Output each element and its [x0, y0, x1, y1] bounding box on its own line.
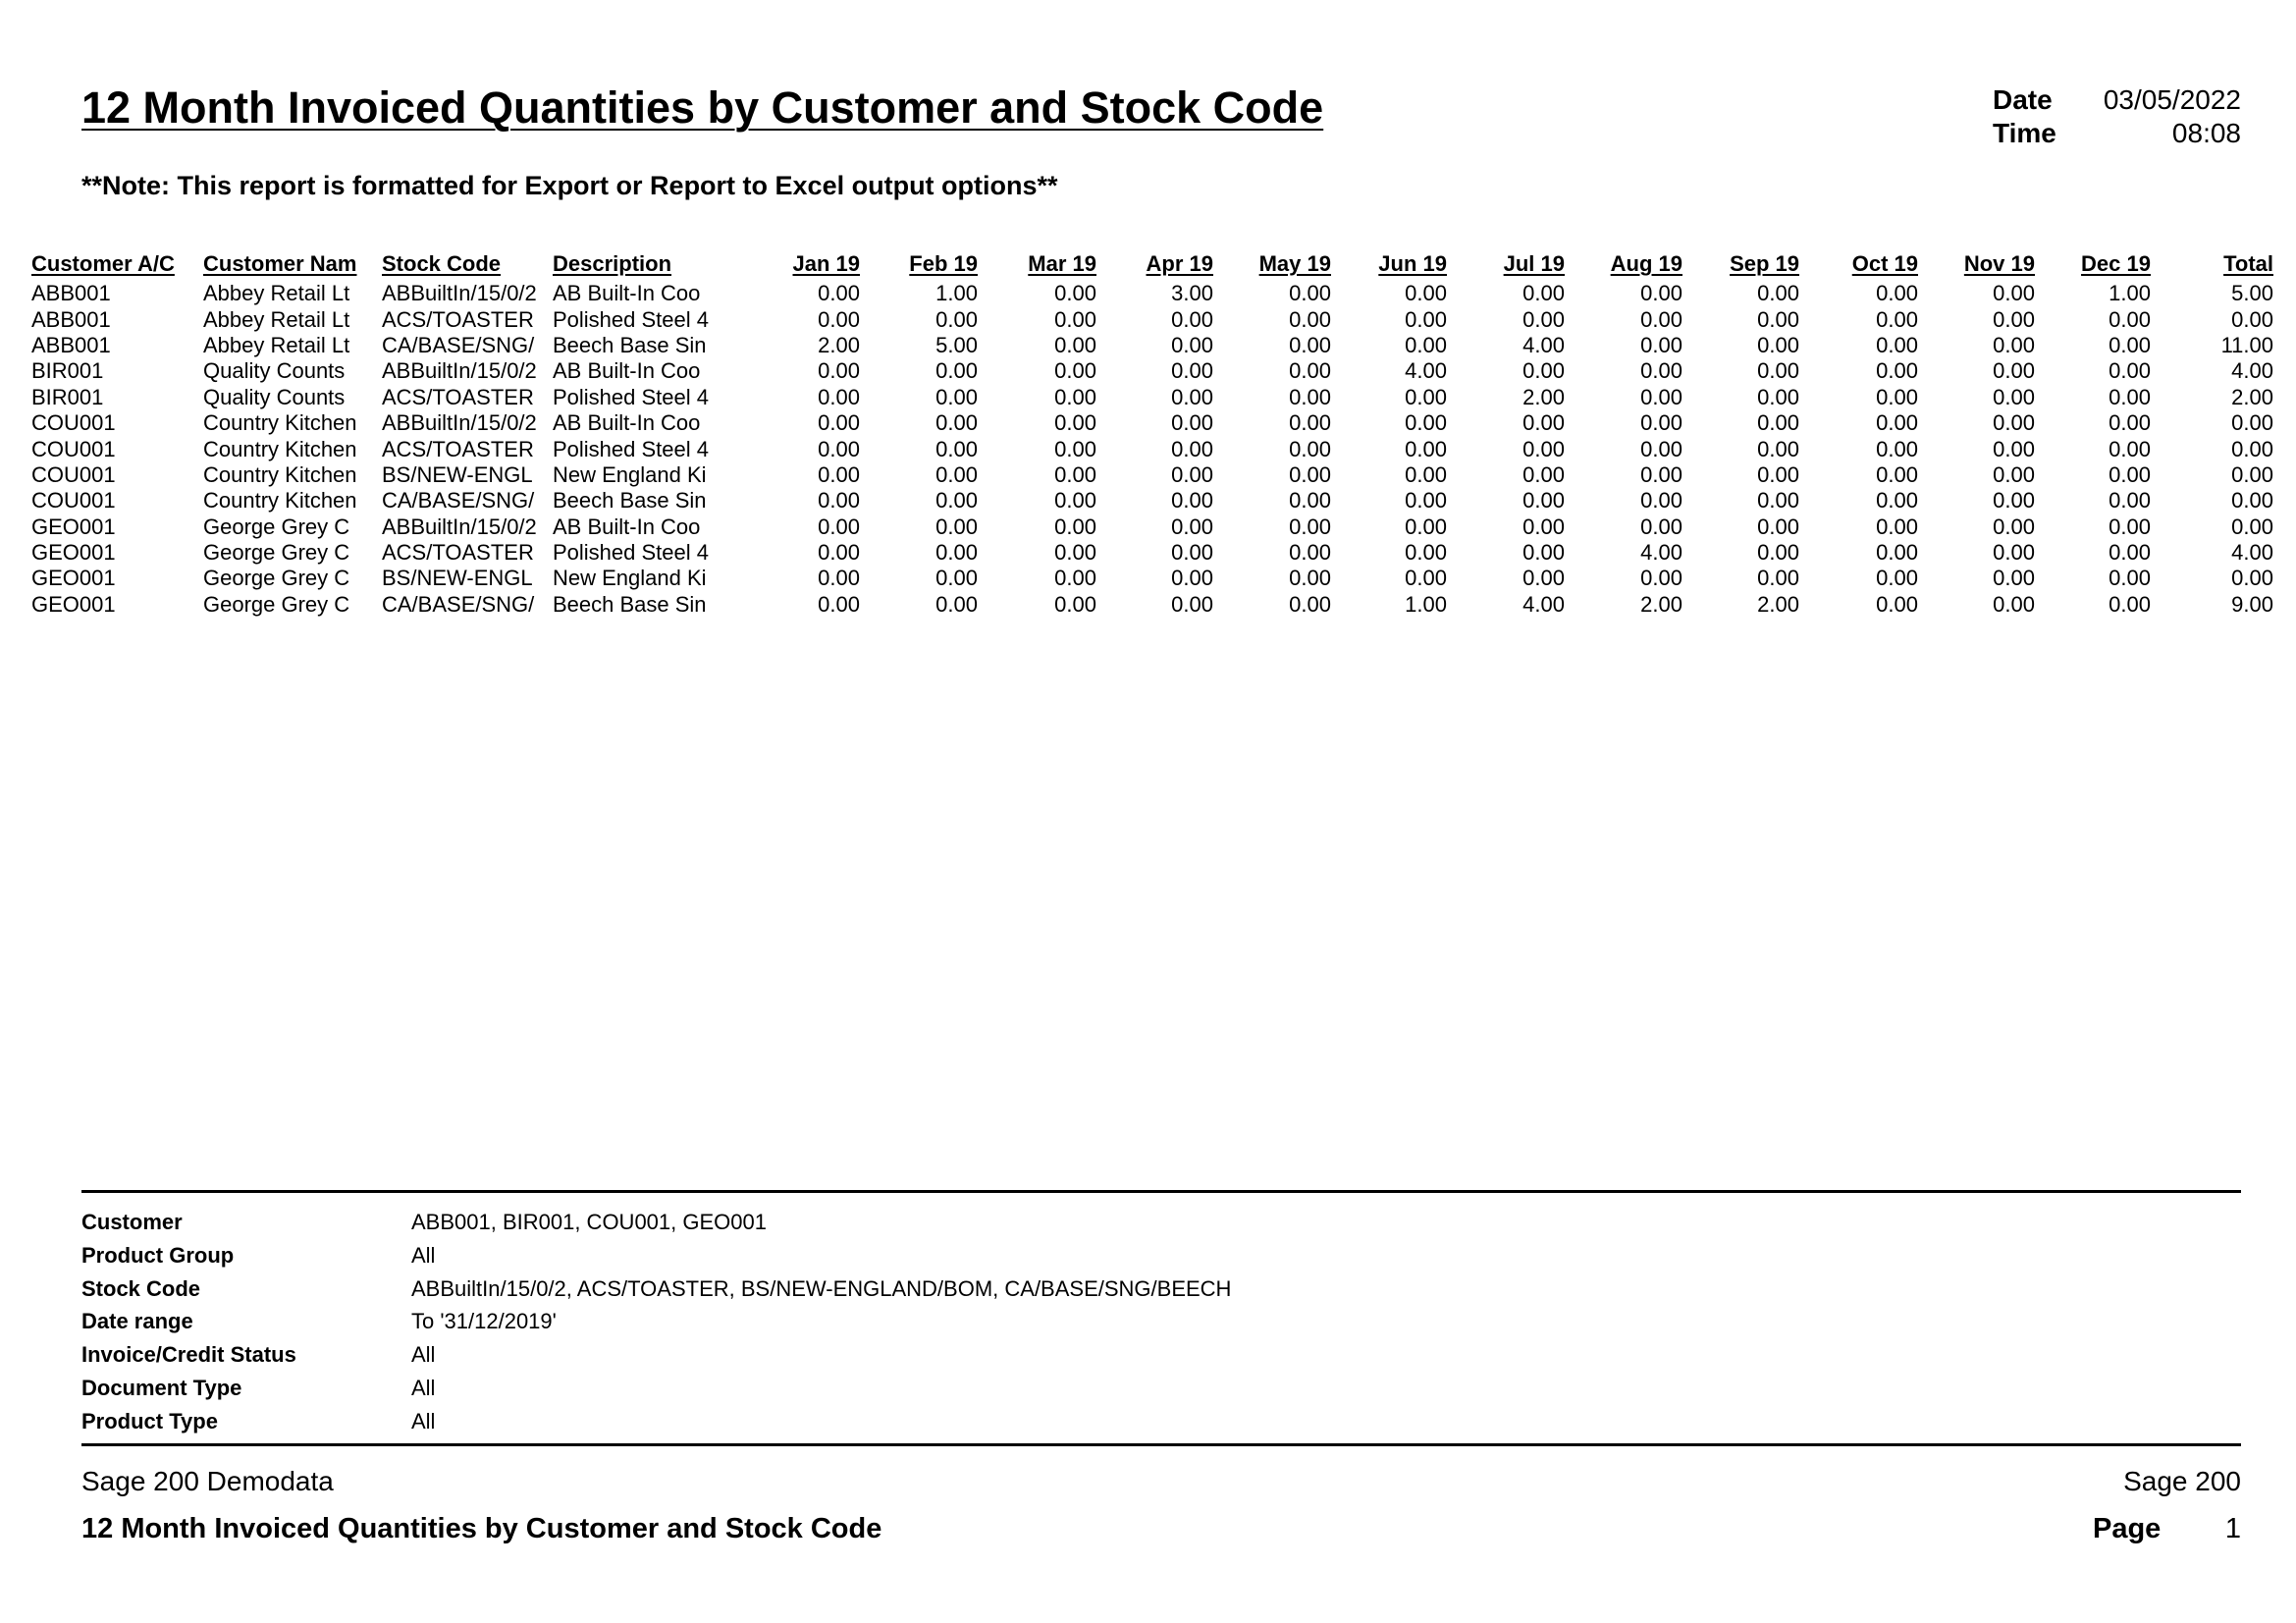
table-cell: 0.00	[1522, 436, 1565, 461]
table-cell: 4.00	[1405, 358, 1447, 384]
table-cell: 0.00	[2109, 566, 2151, 591]
table-cell: Abbey Retail Lt	[203, 332, 350, 357]
table-cell: 0.00	[1522, 461, 1565, 487]
table-cell: 0.00	[1757, 461, 1799, 487]
table-cell: Polished Steel 4	[553, 384, 709, 409]
table-cell: 0.00	[935, 358, 978, 384]
filter-value: All	[411, 1342, 436, 1368]
col-header: Mar 19	[1028, 251, 1096, 276]
table-cell: CA/BASE/SNG/	[382, 488, 535, 514]
table-cell: 0.00	[1171, 358, 1213, 384]
date-value: 03/05/2022	[2103, 84, 2241, 115]
table-row	[31, 385, 2273, 410]
table-row	[31, 514, 2273, 540]
table-cell: 0.00	[1405, 384, 1447, 409]
table-cell: 0.00	[935, 591, 978, 617]
table-cell: 0.00	[935, 436, 978, 461]
table-cell: 0.00	[1405, 488, 1447, 514]
table-cell: 0.00	[818, 306, 860, 332]
table-cell: George Grey C	[203, 514, 350, 539]
table-row	[31, 358, 2273, 384]
table-cell: Country Kitchen	[203, 488, 357, 514]
table-cell: 0.00	[1054, 410, 1096, 436]
table-row	[31, 462, 2273, 488]
table-row	[31, 410, 2273, 436]
col-header: Description	[553, 251, 672, 276]
table-cell: 0.00	[1876, 384, 1918, 409]
table-cell: 0.00	[935, 488, 978, 514]
table-cell: 0.00	[1757, 540, 1799, 566]
table-cell: 4.00	[1522, 332, 1565, 357]
table-cell: AB Built-In Coo	[553, 281, 701, 306]
table-cell: 0.00	[1993, 384, 2035, 409]
filter-value: ABB001, BIR001, COU001, GEO001	[411, 1210, 767, 1234]
table-cell: 0.00	[1757, 514, 1799, 539]
table-cell: Country Kitchen	[203, 436, 357, 461]
table-cell: 0.00	[1289, 358, 1331, 384]
table-cell: 0.00	[1171, 514, 1213, 539]
col-header: Stock Code	[382, 251, 502, 276]
col-header: Total	[2223, 251, 2273, 276]
table-cell: COU001	[31, 488, 116, 514]
filter-value: All	[411, 1408, 436, 1434]
table-cell: 0.00	[1289, 566, 1331, 591]
table-cell: 0.00	[818, 514, 860, 539]
table-cell: Polished Steel 4	[553, 306, 709, 332]
table-cell: ABB001	[31, 306, 111, 332]
table-cell: 0.00	[1522, 514, 1565, 539]
table-cell: 0.00	[1993, 514, 2035, 539]
table-cell: AB Built-In Coo	[553, 410, 701, 436]
table-cell: 11.00	[2220, 332, 2273, 357]
table-cell: 0.00	[2109, 358, 2151, 384]
table-cell: 0.00	[1876, 436, 1918, 461]
table-cell: 0.00	[818, 281, 860, 306]
table-cell: 0.00	[1876, 566, 1918, 591]
table-cell: 0.00	[1405, 436, 1447, 461]
table-cell: 0.00	[1993, 358, 2035, 384]
table-body	[31, 281, 2273, 618]
table-cell: 0.00	[1054, 306, 1096, 332]
table-cell: 0.00	[1640, 461, 1682, 487]
date-time-block	[1993, 84, 2241, 151]
table-cell: 0.00	[2231, 514, 2273, 539]
filter-label: Stock Code	[81, 1275, 201, 1301]
col-header: Customer Nam	[203, 251, 357, 276]
table-cell: AB Built-In Coo	[553, 358, 701, 384]
table-cell: 0.00	[1171, 436, 1213, 461]
table-cell: 0.00	[1876, 488, 1918, 514]
table-cell: 1.00	[2109, 281, 2151, 306]
table-cell: 0.00	[1054, 488, 1096, 514]
table-cell: New England Ki	[553, 566, 707, 591]
table-cell: 5.00	[2231, 281, 2273, 306]
table-cell: 0.00	[818, 488, 860, 514]
table-cell: 0.00	[1289, 384, 1331, 409]
table-cell: GEO001	[31, 540, 116, 566]
table-cell: 0.00	[2231, 566, 2273, 591]
table-cell: 0.00	[818, 436, 860, 461]
table-cell: 0.00	[1054, 540, 1096, 566]
table-row	[31, 436, 2273, 461]
filter-value: All	[411, 1242, 436, 1268]
page-label: Page	[2093, 1513, 2162, 1544]
table-cell: 0.00	[1993, 306, 2035, 332]
table-cell: 0.00	[1405, 410, 1447, 436]
table-cell: 0.00	[1993, 566, 2035, 591]
table-cell: 0.00	[935, 461, 978, 487]
col-header: Sep 19	[1730, 251, 1799, 276]
table-cell: 0.00	[1640, 384, 1682, 409]
table-row	[31, 566, 2273, 591]
table-cell: 0.00	[1876, 591, 1918, 617]
col-header: Jul 19	[1503, 251, 1565, 276]
table-cell: 0.00	[2109, 540, 2151, 566]
table-cell: 2.00	[1522, 384, 1565, 409]
table-row	[31, 592, 2273, 618]
table-row	[31, 540, 2273, 566]
table-cell: 0.00	[2109, 488, 2151, 514]
table-cell: 0.00	[818, 540, 860, 566]
table-cell: 1.00	[1405, 591, 1447, 617]
table-cell: AB Built-In Coo	[553, 514, 701, 539]
table-cell: ABBuiltIn/15/0/2	[382, 281, 537, 306]
table-cell: BS/NEW-ENGL	[382, 566, 533, 591]
table-cell: 0.00	[1405, 461, 1447, 487]
col-header: Customer A/C	[31, 251, 175, 276]
table-cell: GEO001	[31, 514, 116, 539]
filter-label: Invoice/Credit Status	[81, 1342, 296, 1368]
filter-label: Date range	[81, 1309, 193, 1334]
table-cell: 0.00	[1993, 281, 2035, 306]
table-cell: 0.00	[2109, 514, 2151, 539]
table-cell: 0.00	[1522, 358, 1565, 384]
table-cell: 0.00	[1876, 358, 1918, 384]
table-cell: 0.00	[1405, 306, 1447, 332]
filter-value: All	[411, 1375, 436, 1400]
table-cell: 0.00	[1757, 358, 1799, 384]
table-cell: BS/NEW-ENGL	[382, 461, 533, 487]
table-cell: 0.00	[1876, 514, 1918, 539]
table-cell: 0.00	[1405, 540, 1447, 566]
table-cell: 0.00	[1054, 384, 1096, 409]
time-label: Time	[1993, 118, 2056, 148]
filter-value: To '31/12/2019'	[411, 1309, 557, 1334]
table-cell: George Grey C	[203, 566, 350, 591]
report-title: 12 Month Invoiced Quantities by Customer and Stock Code	[81, 82, 1324, 133]
table-cell: 5.00	[935, 332, 978, 357]
table-cell: 0.00	[1289, 591, 1331, 617]
table-cell: ABBuiltIn/15/0/2	[382, 514, 537, 539]
table-cell: Country Kitchen	[203, 410, 357, 436]
table-cell: ACS/TOASTER	[382, 384, 534, 409]
table-cell: Polished Steel 4	[553, 540, 709, 566]
table-cell: 0.00	[1171, 566, 1213, 591]
table-cell: 0.00	[1876, 461, 1918, 487]
table-cell: 0.00	[1171, 410, 1213, 436]
table-cell: COU001	[31, 410, 116, 436]
table-cell: 0.00	[1640, 514, 1682, 539]
table-cell: 2.00	[2231, 384, 2273, 409]
quantities-table	[31, 242, 2273, 618]
table-cell: 0.00	[1289, 436, 1331, 461]
table-cell: 0.00	[935, 384, 978, 409]
filter-label: Customer	[81, 1210, 183, 1234]
table-row	[31, 281, 2273, 306]
table-cell: 0.00	[1054, 436, 1096, 461]
table-cell: 0.00	[1876, 306, 1918, 332]
table-cell: 0.00	[1993, 436, 2035, 461]
table-cell: 0.00	[1522, 306, 1565, 332]
table-cell: ABB001	[31, 281, 111, 306]
table-cell: Polished Steel 4	[553, 436, 709, 461]
table-cell: 0.00	[935, 306, 978, 332]
table-cell: Quality Counts	[203, 358, 346, 384]
table-cell: 0.00	[1522, 281, 1565, 306]
table-row	[31, 333, 2273, 358]
table-cell: 0.00	[2109, 384, 2151, 409]
col-header: Oct 19	[1851, 251, 1918, 276]
table-cell: 0.00	[818, 410, 860, 436]
table-cell: George Grey C	[203, 540, 350, 566]
table-cell: 0.00	[1171, 306, 1213, 332]
divider-bottom	[81, 1443, 2241, 1446]
table-cell: GEO001	[31, 566, 116, 591]
page-number: 1	[2224, 1513, 2241, 1544]
table-cell: CA/BASE/SNG/	[382, 332, 535, 357]
table-cell: ACS/TOASTER	[382, 306, 534, 332]
table-cell: 0.00	[818, 384, 860, 409]
table-cell: 0.00	[1640, 410, 1682, 436]
table-cell: Beech Base Sin	[553, 488, 707, 514]
col-header: Dec 19	[2081, 251, 2151, 276]
table-cell: 0.00	[2231, 410, 2273, 436]
table-cell: 3.00	[1171, 281, 1213, 306]
time-value: 08:08	[2171, 118, 2241, 148]
col-header: Apr 19	[1146, 251, 1213, 276]
table-row	[31, 488, 2273, 514]
table-cell: 4.00	[2231, 358, 2273, 384]
table-cell: 0.00	[1876, 540, 1918, 566]
table-cell: 0.00	[1993, 332, 2035, 357]
table-cell: 0.00	[2109, 591, 2151, 617]
table-cell: 0.00	[1876, 332, 1918, 357]
table-cell: 0.00	[935, 540, 978, 566]
table-cell: 0.00	[1405, 281, 1447, 306]
table-cell: COU001	[31, 461, 116, 487]
table-cell: 0.00	[1757, 306, 1799, 332]
table-cell: 0.00	[1757, 410, 1799, 436]
table-cell: 0.00	[2231, 306, 2273, 332]
table-cell: 0.00	[1993, 410, 2035, 436]
table-cell: 0.00	[1289, 514, 1331, 539]
table-cell: 0.00	[2109, 306, 2151, 332]
table-cell: 0.00	[1640, 436, 1682, 461]
table-cell: 0.00	[1993, 591, 2035, 617]
table-cell: 0.00	[1171, 540, 1213, 566]
footer-product: Sage 200	[2123, 1466, 2241, 1496]
table-cell: 0.00	[1757, 332, 1799, 357]
table-cell: 0.00	[1640, 306, 1682, 332]
table-cell: GEO001	[31, 591, 116, 617]
table-cell: ACS/TOASTER	[382, 540, 534, 566]
table-cell: 0.00	[1054, 591, 1096, 617]
table-cell: 0.00	[1640, 332, 1682, 357]
table-cell: 0.00	[1054, 566, 1096, 591]
table-cell: 0.00	[1289, 488, 1331, 514]
filter-value: ABBuiltIn/15/0/2, ACS/TOASTER, BS/NEW-ENGLAND/BOM, CA/BASE/SNG/BEECH	[411, 1275, 1232, 1301]
filter-label: Product Type	[81, 1408, 218, 1434]
table-cell: 0.00	[1757, 384, 1799, 409]
table-cell: CA/BASE/SNG/	[382, 591, 535, 617]
table-cell: 0.00	[1171, 384, 1213, 409]
table-cell: George Grey C	[203, 591, 350, 617]
table-cell: 0.00	[1640, 488, 1682, 514]
table-cell: Beech Base Sin	[553, 332, 707, 357]
table-cell: ABBuiltIn/15/0/2	[382, 410, 537, 436]
table-header-row	[31, 242, 2273, 281]
table-cell: 0.00	[1289, 332, 1331, 357]
table-cell: 0.00	[1405, 566, 1447, 591]
footer-report-title: 12 Month Invoiced Quantities by Customer and Stock Code	[81, 1513, 882, 1544]
table-cell: 0.00	[1993, 488, 2035, 514]
table-cell: 0.00	[818, 358, 860, 384]
table-cell: 0.00	[1522, 488, 1565, 514]
table-cell: BIR001	[31, 358, 104, 384]
table-cell: 0.00	[2109, 410, 2151, 436]
table-cell: 0.00	[1405, 514, 1447, 539]
filter-label: Document Type	[81, 1375, 242, 1400]
table-cell: 0.00	[2231, 436, 2273, 461]
table-cell: 0.00	[2231, 488, 2273, 514]
table-cell: 0.00	[2109, 461, 2151, 487]
table-cell: 0.00	[1993, 540, 2035, 566]
table-cell: 0.00	[1757, 281, 1799, 306]
table-cell: 0.00	[1993, 461, 2035, 487]
table-cell: 4.00	[1640, 540, 1682, 566]
table-cell: BIR001	[31, 384, 104, 409]
filter-label: Product Group	[81, 1242, 235, 1268]
col-header: Aug 19	[1610, 251, 1682, 276]
footer-company: Sage 200 Demodata	[81, 1466, 334, 1496]
table-cell: 0.00	[1640, 566, 1682, 591]
col-header: Nov 19	[1963, 251, 2035, 276]
table-cell: 0.00	[1289, 540, 1331, 566]
table-cell: 0.00	[1522, 410, 1565, 436]
table-cell: 0.00	[1757, 488, 1799, 514]
table-cell: 0.00	[1054, 461, 1096, 487]
table-cell: 0.00	[1876, 410, 1918, 436]
table-cell: 4.00	[2231, 540, 2273, 566]
table-cell: 0.00	[935, 514, 978, 539]
col-header: May 19	[1258, 251, 1331, 276]
table-cell: 0.00	[2109, 436, 2151, 461]
table-cell: Quality Counts	[203, 384, 346, 409]
table-cell: 0.00	[1289, 410, 1331, 436]
table-cell: 0.00	[1171, 488, 1213, 514]
table-cell: 0.00	[1640, 281, 1682, 306]
table-cell: 0.00	[1522, 540, 1565, 566]
table-cell: 0.00	[2231, 461, 2273, 487]
table-row	[31, 306, 2273, 332]
table-cell: ABBuiltIn/15/0/2	[382, 358, 537, 384]
table-cell: 0.00	[2109, 332, 2151, 357]
col-header: Jun 19	[1378, 251, 1447, 276]
table-cell: COU001	[31, 436, 116, 461]
table-cell: 0.00	[1757, 566, 1799, 591]
table-cell: 0.00	[1171, 591, 1213, 617]
table-cell: ACS/TOASTER	[382, 436, 534, 461]
col-header: Feb 19	[909, 251, 978, 276]
table-cell: ABB001	[31, 332, 111, 357]
table-cell: 0.00	[1171, 332, 1213, 357]
table-cell: 0.00	[1405, 332, 1447, 357]
table-cell: 0.00	[1171, 461, 1213, 487]
table-cell: 0.00	[1289, 461, 1331, 487]
table-cell: 0.00	[1054, 332, 1096, 357]
table-cell: 0.00	[1876, 281, 1918, 306]
table-cell: 0.00	[818, 591, 860, 617]
table-cell: 0.00	[1289, 281, 1331, 306]
table-cell: 0.00	[1640, 358, 1682, 384]
date-label: Date	[1993, 84, 2053, 115]
table-cell: Beech Base Sin	[553, 591, 707, 617]
table-cell: 0.00	[935, 566, 978, 591]
table-cell: 9.00	[2231, 591, 2273, 617]
table-cell: 0.00	[1054, 281, 1096, 306]
table-cell: 0.00	[1054, 514, 1096, 539]
table-cell: 0.00	[1757, 436, 1799, 461]
table-cell: 2.00	[818, 332, 860, 357]
table-cell: 0.00	[1054, 358, 1096, 384]
table-cell: 0.00	[1522, 566, 1565, 591]
table-cell: Abbey Retail Lt	[203, 281, 350, 306]
table-cell: Country Kitchen	[203, 461, 357, 487]
table-cell: Abbey Retail Lt	[203, 306, 350, 332]
table-cell: 0.00	[1289, 306, 1331, 332]
table-cell: 1.00	[935, 281, 978, 306]
table-cell: 4.00	[1522, 591, 1565, 617]
table-cell: 2.00	[1640, 591, 1682, 617]
table-cell: 0.00	[818, 461, 860, 487]
divider-top	[81, 1190, 2241, 1193]
table-cell: 0.00	[818, 566, 860, 591]
table-cell: 0.00	[935, 410, 978, 436]
table-cell: 2.00	[1757, 591, 1799, 617]
col-header: Jan 19	[792, 251, 860, 276]
export-note: **Note: This report is formatted for Export or Report to Excel output options**	[81, 171, 1058, 200]
table-cell: New England Ki	[553, 461, 707, 487]
